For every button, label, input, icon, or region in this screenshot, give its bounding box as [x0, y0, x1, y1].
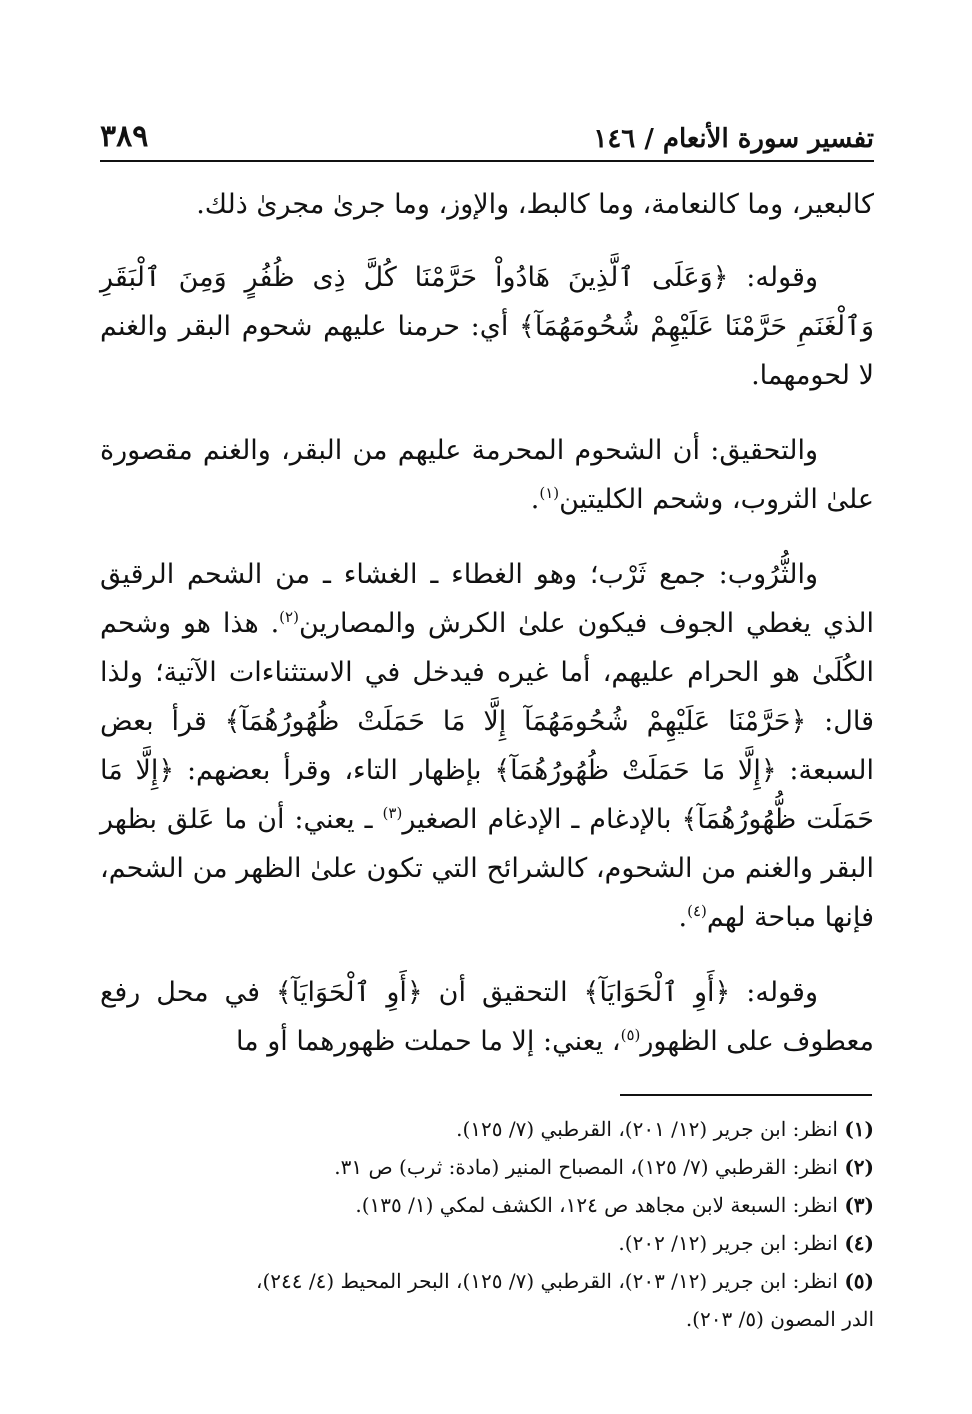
footnote-3-number: (٣) — [844, 1193, 874, 1217]
paragraph-1 — [100, 180, 874, 229]
footnote-3-text: انظر: السبعة لابن مجاهد ص ١٢٤، الكشف لمكي (١/ ١٣٥). — [355, 1193, 838, 1217]
footnote-2-text: انظر: القرطبي (٧/ ١٢٥)، المصباح المنير (مادة: ثرب) ص ٣١. — [334, 1155, 838, 1179]
footnote-5 — [100, 1262, 874, 1300]
footnote-5-text: انظر: ابن جرير (١٢/ ٢٠٣)، القرطبي (٧/ ١٢٥)، البحر المحيط (٤/ ٢٤٤)، — [256, 1269, 838, 1293]
footnote-5-continuation-text: الدر المصون (٥/ ٢٠٣). — [685, 1307, 874, 1331]
paragraph-2 — [100, 253, 874, 400]
footnote-5-number: (٥) — [844, 1269, 874, 1293]
footnote-4-text: انظر: ابن جرير (١٢/ ٢٠٢). — [618, 1231, 838, 1255]
footnote-1-text: انظر: ابن جرير (١٢/ ٢٠١)، القرطبي (٧/ ١٢٥). — [456, 1117, 838, 1141]
footnote-2-number: (٢) — [844, 1155, 874, 1179]
paragraph-5-text-a: وقوله: ﴿أَوِ ٱلْحَوَايَآ﴾ التحقيق أن ﴿أَوِ ٱلْحَوَايَآ﴾ في محل رفع معطوف على الظهور — [100, 977, 874, 1057]
paragraph-2-text: وقوله: ﴿وَعَلَى ٱلَّذِينَ هَادُواْ حَرَّمْنَا كُلَّ ذِى ظُفُرٍ وَمِنَ ٱلْبَقَرِ وَٱلْغَنَمِ حَرَّمْنَا عَلَيْهِمْ شُحُومَهُمَآ﴾ أي: حرمنا عليهم شحوم البقر والغنم لا لحومهما. — [100, 262, 874, 391]
footnote-4-number: (٤) — [844, 1231, 874, 1255]
footnote-1-number: (١) — [844, 1117, 874, 1141]
footnote-marker-1[interactable]: (١) — [539, 484, 560, 502]
main-text — [100, 180, 874, 1092]
footnote-marker-4[interactable]: (٤) — [687, 902, 707, 920]
page-number: ٣٨٩ — [100, 119, 149, 154]
paragraph-3: والتحقيق: أن الشحوم المحرمة عليهم من البقر، والغنم مقصورة علىٰ الثروب، وشحم الكليتين$^{(١)}$. — [100, 435, 874, 515]
footnote-marker-5[interactable]: (٥) — [620, 1026, 641, 1044]
header-title: تفسير سورة الأنعام / ١٤٦ — [593, 124, 874, 154]
paragraph-5-text-b: ، يعني: إلا ما حملت ظهورهما أو ما — [235, 1026, 621, 1057]
paragraph-4-text-a: والثُّرُوب: جمع ثَرْب؛ وهو الغطاء ـ الغشاء ـ من الشحم الرقيق الذي يغطي الجوف فيكون علىٰ الكرش والمصارين — [100, 559, 874, 639]
footnotes — [100, 1110, 874, 1338]
footnote-3 — [100, 1186, 874, 1224]
footnote-4 — [100, 1224, 874, 1262]
running-header — [100, 108, 874, 162]
footnote-1 — [100, 1110, 874, 1148]
paragraph-4: والثُّرُوب: جمع ثَرْب؛ وهو الغطاء ـ الغشاء ـ من الشحم الرقيق الذي يغطي الجوف فيكون علىٰ الكرش والمصارين$^{(٢)}$. هذا هو وشحم الكُلَىٰ هو الحرام عليهم، أما غيره فيدخل في الاستثناءات الآتية؛ ولذا قال: ﴿حَرَّمْنَا عَلَيْهِمْ شُحُومَهُمَآ إِلَّا مَا حَمَلَتْ ظُهُورُهُمَآ﴾ قرأ بعض السبعة: ﴿إِلَّا مَا حَمَلَتْ ظُهُورُهُمَآ﴾ بإظهار التاء، وقرأ بعضهم: ﴿إِلَّا مَا حَمَلَت ظُّهُورُهُمَآ﴾ بالإدغام ـ الإدغام الصغير$^{(٣)}$ ـ يعني: أن ما عَلق بظهر البقر والغنم من الشحوم، كالشرائح التي تكون علىٰ الظهر من الشحم، فإنها مباحة لهم$^{(٤)}$. — [100, 559, 875, 933]
paragraph-1-text: كالبعير، وما كالنعامة، وما كالبط، والإوز، وما جرىٰ مجرىٰ ذلك. — [196, 189, 874, 220]
footnote-marker-3[interactable]: (٣) — [382, 804, 403, 822]
paragraph-4-text-c: ـ يعني: أن ما عَلق بظهر البقر والغنم من الشحوم، كالشرائح التي تكون علىٰ الظهر من الشحم، فإنها مباحة لهم — [100, 804, 874, 933]
paragraph-4-text-b: هذا هو وشحم الكُلَىٰ هو الحرام عليهم، أما غيره فيدخل في الاستثناءات الآتية؛ ولذا قال: ﴿حَرَّمْنَا عَلَيْهِمْ شُحُومَهُمَآ إِلَّا مَا حَمَلَتْ ظُهُورُهُمَآ﴾ قرأ بعض السبعة: ﴿إِلَّا مَا حَمَلَتْ ظُهُورُهُمَآ﴾ بإظهار التاء، وقرأ بعضهم: ﴿إِلَّا مَا حَمَلَت ظُّهُورُهُمَآ﴾ بالإدغام ـ الإدغام الصغير — [100, 608, 875, 835]
footnote-marker-2[interactable]: (٢) — [279, 608, 299, 626]
paragraph-5 — [100, 968, 874, 1066]
footnote-separator — [620, 1094, 872, 1096]
paragraph-3-text: والتحقيق: أن الشحوم المحرمة عليهم من البقر، والغنم مقصورة علىٰ الثروب، وشحم الكليتين — [100, 435, 874, 515]
footnote-5-continuation — [100, 1300, 874, 1338]
footnote-2 — [100, 1148, 874, 1186]
